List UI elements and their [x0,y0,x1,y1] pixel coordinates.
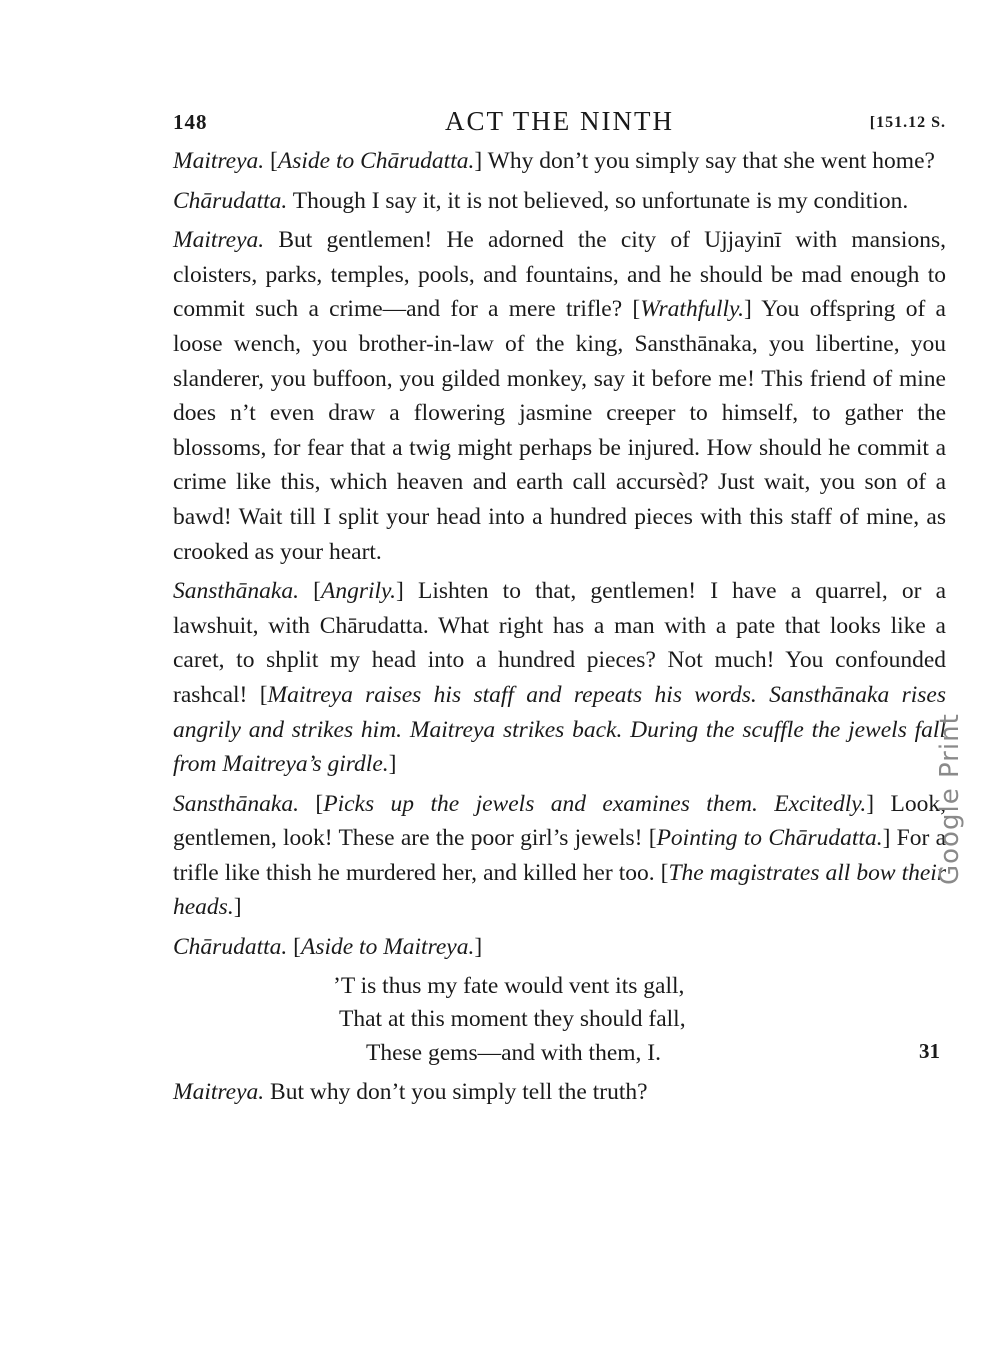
section-reference: [151.12 S. [869,114,946,131]
stage-direction: Wrathfully. [640,296,745,323]
speaker-name: Sansthānaka. [173,578,299,605]
verse-line: These gems—and with them, I. [366,1039,661,1066]
stage-direction: Pointing to Chārudatta. [656,825,883,852]
book-page [173,104,946,1115]
speech-text: Though I say it, it is not believed, so unfortunate is my condition. [287,187,909,214]
speech-text: But why don’t you simply tell the truth? [264,1079,648,1106]
verse-block [173,970,946,1071]
stage-direction: Picks up the jewels and examines them. Excitedly. [323,790,867,817]
speech-charudatta-2: Chārudatta. [Aside to Maitreya.] [173,934,483,961]
speaker-name: Chārudatta. [173,187,288,214]
page-number: 148 [173,110,208,134]
stage-direction: Angrily. [320,578,397,605]
verse-line: That at this moment they should fall, [339,1006,686,1033]
speaker-name: Sansthānaka. [173,790,299,817]
speech-text: Why don’t you simply say that she went home? [487,148,935,174]
speech-text: ] Look, gentlemen, look! These are the poor girl’s jewels! [ [173,790,946,852]
running-title: ACT THE NINTH [445,106,674,136]
google-print-watermark: Google Print [935,713,965,885]
speaker-name: Maitreya. [173,1079,265,1106]
stage-direction: Aside to Maitreya. [300,934,475,961]
stage-direction: Aside to Chārudatta. [277,148,475,174]
speech-text: ] For a trifle like thish he murdered her, and killed her too. [ [173,825,946,886]
speaker-name: Maitreya. [173,227,265,254]
verse-line: ’T is thus my fate would vent its gall, [333,972,685,999]
verse-number: 31 [919,1038,940,1063]
speech-text: ] Lishten to that, gentlemen! I have a quarrel, or a lawshuit, with Chārudatta. What right has a man with a pate that looks like a caret, to shplit my head into a hundred pieces? Not much! You confounded rashcal! [ [173,578,947,708]
speaker-name: Chārudatta. [173,934,288,961]
speech-sansthanaka-2: Sansthānaka. [Picks up the jewels and examines them. Excitedly.] Look, gentlemen, look! These are the poor girl’s jewels! [Pointing to Chārudatta.] For a trifle like thish he murdered her, and killed her too. [The magistrates all bow their heads.] [173,790,946,921]
stage-direction: The magistrates all bow their heads. [173,859,946,921]
speech-maitreya-1: Maitreya. [Aside to Chārudatta.] Why don’t you simply say that she went home? [173,148,935,174]
speech-charudatta-1 [173,184,946,219]
running-header [173,104,946,144]
stage-direction: Maitreya raises his staff and repeats his words. Sansthānaka rises angrily and strikes him. Maitreya strikes back. During the scuffle the jewels fall from Maitreya’s girdle. [173,681,946,778]
speech-sansthanaka-1: Sansthānaka. [Angrily.] Lishten to that, gentlemen! I have a quarrel, or a lawshuit, with Chārudatta. What right has a man with a pate that looks like a caret, to shplit my head into a hundred pieces? Not much! You confounded rashcal! [Maitreya raises his staff and repeats his words. Sansthānaka rises angrily and strikes him. Maitreya strikes back. During the scuffle the jewels fall from Maitreya’s girdle.] [173,578,947,778]
speech-text: ] You offspring of a loose wench, you brother-in-law of the king, Sansthānaka, you libertine, you slanderer, you buffoon, you gilded monkey, say it before me! This friend of mine does n’t even draw a flowering jasmine creeper to himself, to gather the blossoms, for fear that a twig might perhaps be injured. How should he commit a crime like this, which heaven and earth call accursèd? Just wait, you son of a bawd! Wait till I split your head into a hundred pieces with this staff of mine, as crooked as your heart. [173,296,946,565]
speech-maitreya-3 [173,1075,946,1110]
speaker-name: Maitreya. [173,148,265,174]
speech-maitreya-2 [173,223,946,569]
speech-text: But gentlemen! He adorned the city of Ujjayinī with mansions, cloisters, parks, temples, pools, and fountains, and he should be mad enough to commit such a crime—and for a mere trifle? [ [173,227,946,323]
